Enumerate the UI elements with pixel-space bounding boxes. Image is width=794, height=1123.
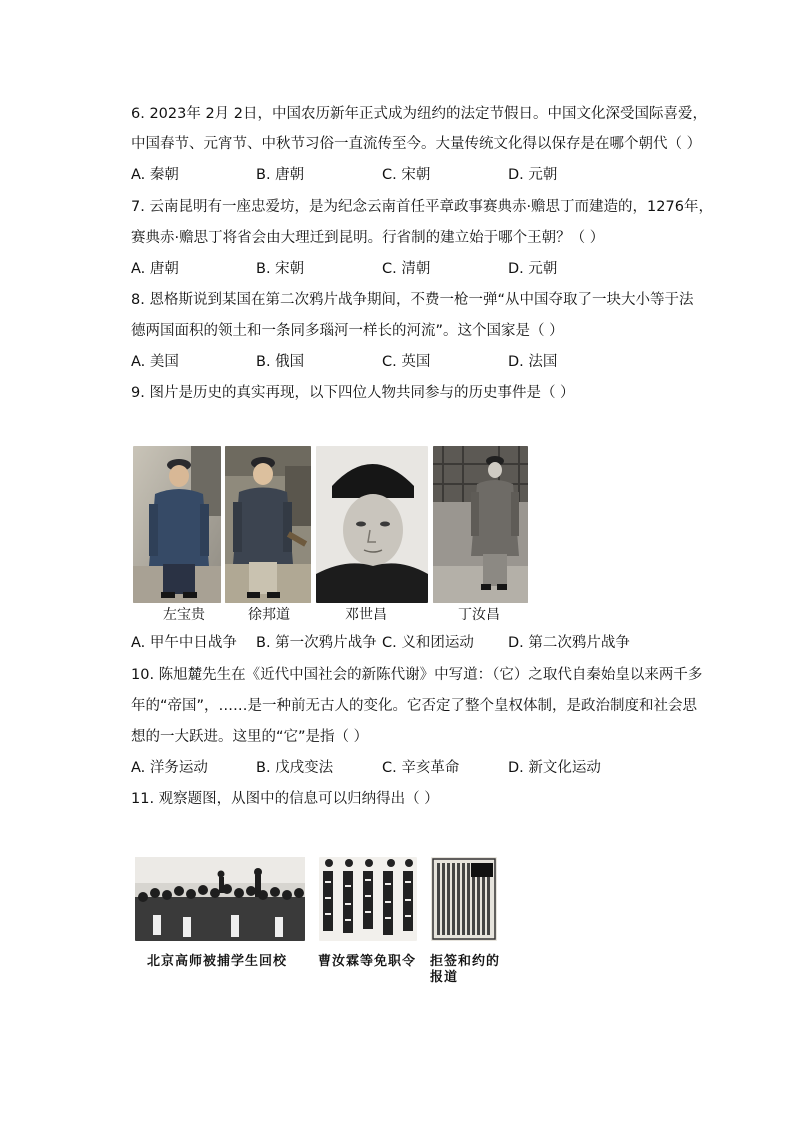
q8-option-c[interactable]: C. 英国 xyxy=(382,354,431,370)
q10-option-a[interactable]: A. 洋务运动 xyxy=(131,760,208,776)
caption-treaty-report-line1: 拒签和约的 xyxy=(430,954,501,969)
q6-stem-line2: 中国春节、元宵节、中秋节习俗一直流传至今。大量传统文化得以保存是在哪个朝代（ ） xyxy=(131,136,702,152)
q7-option-c[interactable]: C. 清朝 xyxy=(382,261,431,277)
photo-treaty-report xyxy=(431,857,497,941)
q7-option-b[interactable]: B. 宋朝 xyxy=(256,261,305,277)
q10-stem-line2: 年的“帝国”，……是一种前无古人的变化。它否定了整个皇权体制，是政治制度和社会思 xyxy=(131,698,698,714)
photo-dismissal-order-newspaper xyxy=(319,857,417,941)
photo-ding-ruchang-figure xyxy=(433,446,528,603)
photo-zuo-baogui xyxy=(133,446,221,603)
q6-option-a[interactable]: A. 秦朝 xyxy=(131,167,179,183)
q6-option-d[interactable]: D. 元朝 xyxy=(508,167,558,183)
q8-option-a[interactable]: A. 美国 xyxy=(131,354,179,370)
caption-treaty-report-line2: 报道 xyxy=(430,970,459,985)
q9-option-b[interactable]: B. 第一次鸦片战争 xyxy=(256,635,377,651)
photo-students-returning-crowd xyxy=(135,857,305,941)
q8-option-d[interactable]: D. 法国 xyxy=(508,354,558,370)
q6-option-b[interactable]: B. 唐朝 xyxy=(256,167,305,183)
q9-option-a[interactable]: A. 甲午中日战争 xyxy=(131,635,237,651)
q7-option-d[interactable]: D. 元朝 xyxy=(508,261,558,277)
photo-treaty-report-newspaper xyxy=(431,857,497,941)
q6-stem-line1: 6. 2023年 2月 2日，中国农历新年正式成为纽约的法定节假日。中国文化深受国际喜爱， xyxy=(131,106,708,122)
caption-students-returning: 北京高师被捕学生回校 xyxy=(147,954,288,969)
q10-stem-line1: 10. 陈旭麓先生在《近代中国社会的新陈代谢》中写道：（它）之取代自秦始皇以来两千多 xyxy=(131,667,703,683)
caption-dismissal-order: 曹汝霖等免职令 xyxy=(318,954,417,969)
q10-option-c[interactable]: C. 辛亥革命 xyxy=(382,760,460,776)
q9-option-d[interactable]: D. 第二次鸦片战争 xyxy=(508,635,630,651)
photo-deng-shichang-figure xyxy=(316,446,428,603)
q9-stem-line1: 9. 图片是历史的真实再现，以下四位人物共同参与的历史事件是（ ） xyxy=(131,385,575,401)
q11-stem-line1: 11. 观察题图，从图中的信息可以归纳得出（ ） xyxy=(131,791,439,807)
caption-zuo-baogui: 左宝贵 xyxy=(163,607,205,623)
q8-option-b[interactable]: B. 俄国 xyxy=(256,354,305,370)
q10-option-b[interactable]: B. 戊戌变法 xyxy=(256,760,334,776)
caption-ding-ruchang: 丁汝昌 xyxy=(458,607,500,623)
q7-stem-line1: 7. 云南昆明有一座忠爱坊，是为纪念云南首任平章政事赛典赤·赡思丁而建造的，1276年， xyxy=(131,199,713,215)
q8-stem-line1: 8. 恩格斯说到某国在第二次鸦片战争期间，不费一枪一弹“从中国夺取了一块大小等于法 xyxy=(131,292,694,308)
q9-option-c[interactable]: C. 义和团运动 xyxy=(382,635,474,651)
q10-stem-line3: 想的一大跃进。这里的“它”是指（ ） xyxy=(131,729,369,745)
photo-dismissal-order xyxy=(319,857,417,941)
photo-students-returning xyxy=(135,857,305,941)
q8-stem-line2: 德两国面积的领土和一条同多瑙河一样长的河流”。这个国家是（ ） xyxy=(131,323,564,339)
q6-option-c[interactable]: C. 宋朝 xyxy=(382,167,431,183)
q7-option-a[interactable]: A. 唐朝 xyxy=(131,261,179,277)
q7-stem-line2: 赛典赤·赡思丁将省会由大理迁到昆明。行省制的建立始于哪个王朝？（ ） xyxy=(131,230,605,246)
caption-deng-shichang: 邓世昌 xyxy=(345,607,387,623)
photo-deng-shichang xyxy=(316,446,428,603)
photo-ding-ruchang xyxy=(433,446,528,603)
photo-xu-bangdao-figure xyxy=(225,446,311,603)
photo-zuo-baogui-figure xyxy=(133,446,221,603)
photo-xu-bangdao xyxy=(225,446,311,603)
q10-option-d[interactable]: D. 新文化运动 xyxy=(508,760,601,776)
caption-xu-bangdao: 徐邦道 xyxy=(248,607,290,623)
